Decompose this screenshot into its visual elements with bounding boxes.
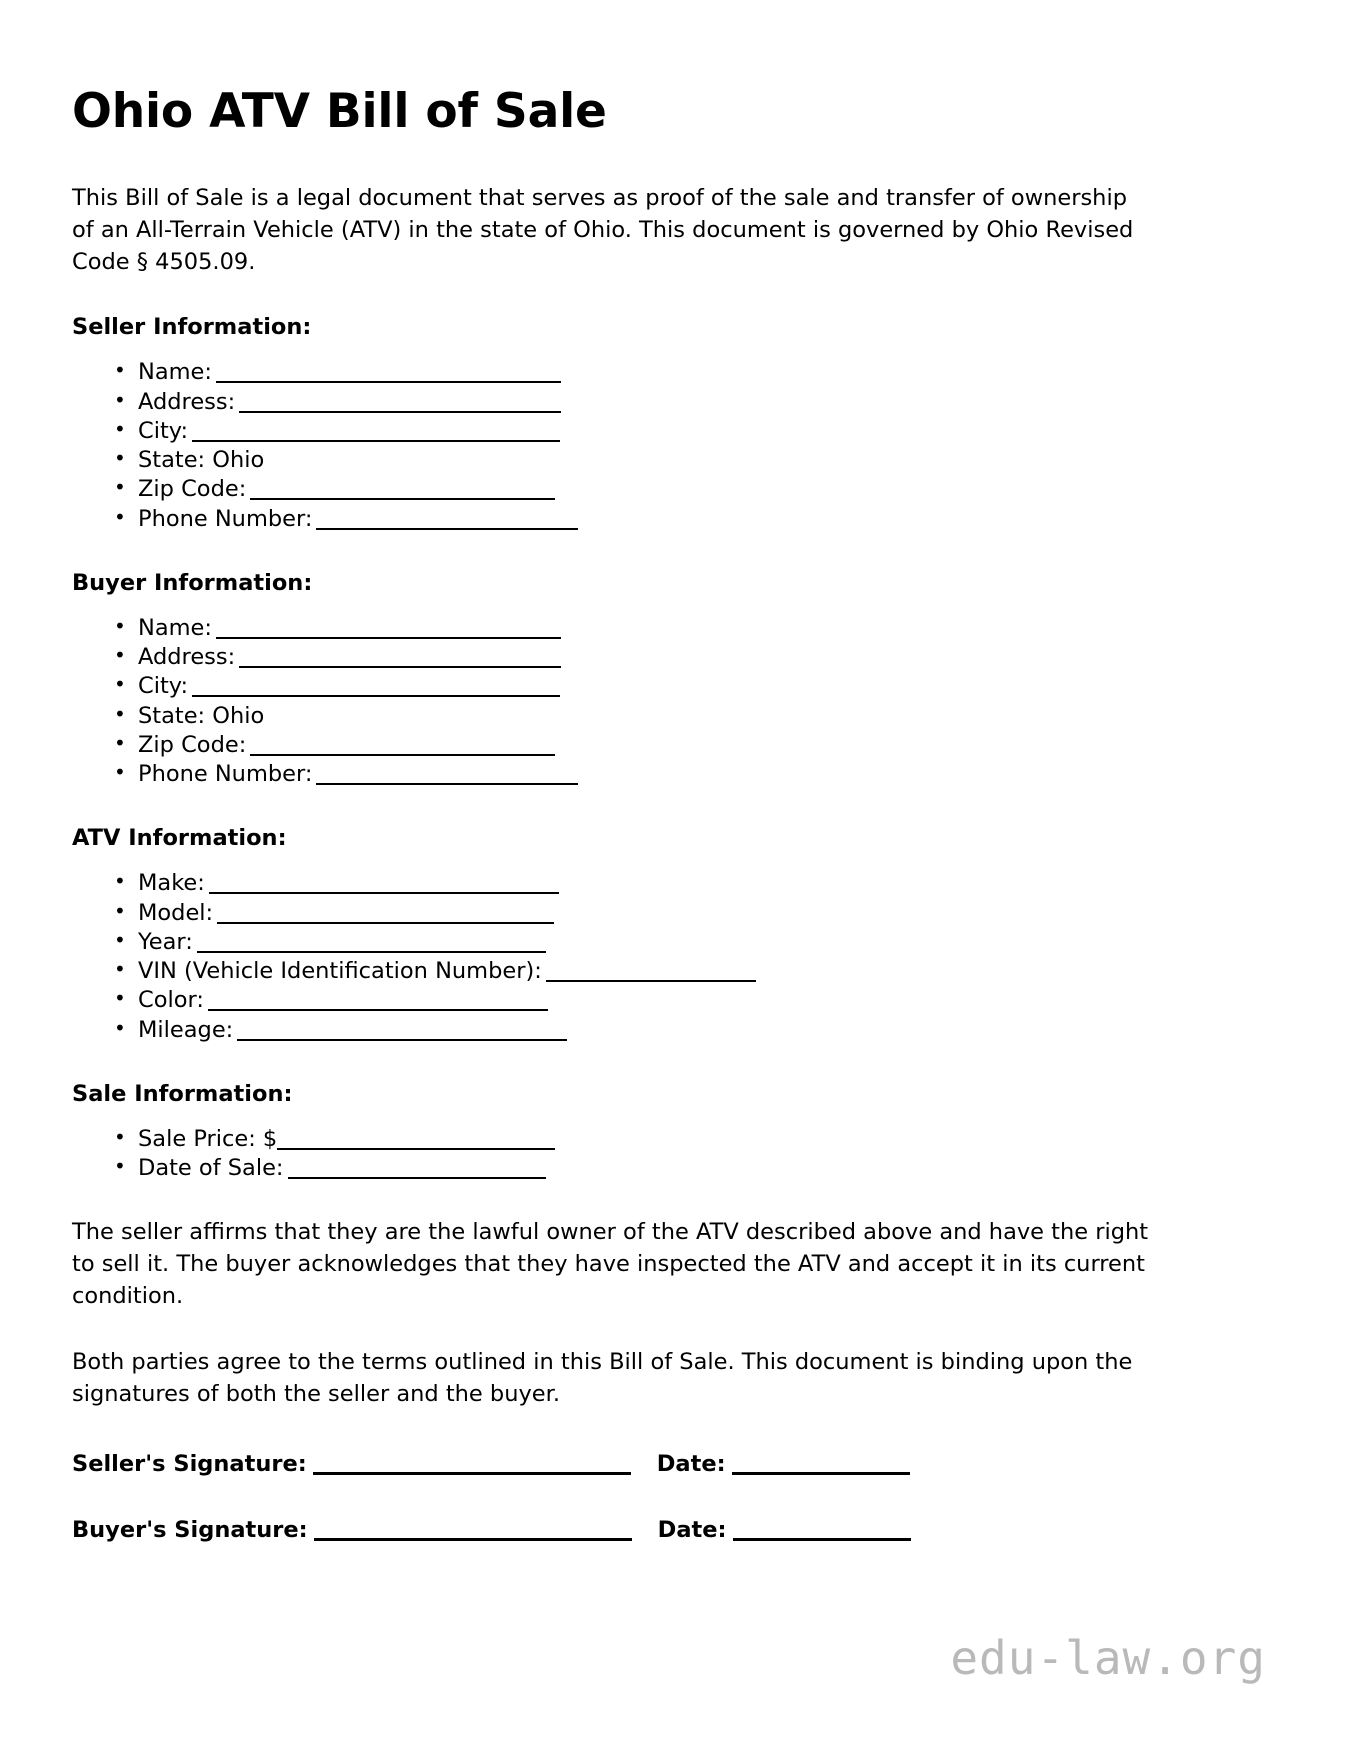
field-blank-line[interactable] — [217, 906, 554, 924]
field-label: Address: — [138, 388, 236, 415]
field-label: Sale Price: $ — [138, 1125, 278, 1152]
field-label: Mileage: — [138, 1016, 234, 1043]
buyer-information-heading: Buyer Information: — [72, 569, 313, 596]
field-row — [112, 869, 1262, 898]
intro-paragraph: This Bill of Sale is a legal document that serves as proof of the sale and transfer of ownership of an All-Terrain Vehicle (ATV) in the state of Ohio. This document is governed by Ohio Revised Code § 4505.09. — [72, 184, 1134, 275]
buyer-signature-row — [72, 1517, 1262, 1543]
field-blank-line[interactable] — [250, 482, 555, 500]
field-row — [112, 986, 1262, 1015]
field-blank-line[interactable] — [209, 876, 559, 894]
field-blank-line[interactable] — [237, 1023, 567, 1041]
field-value: Ohio — [205, 447, 265, 474]
seller-signature-blank[interactable] — [313, 1456, 631, 1475]
field-label: Date of Sale: — [138, 1155, 284, 1182]
field-label: Color: — [138, 987, 204, 1014]
field-blank-line[interactable] — [239, 395, 561, 413]
field-blank-line[interactable] — [216, 365, 561, 383]
site-watermark: edu-law.org — [950, 1631, 1266, 1685]
field-label: Model: — [138, 899, 214, 926]
field-blank-line[interactable] — [192, 424, 560, 442]
field-label: Name: — [138, 359, 212, 386]
seller-signature-row — [72, 1451, 1262, 1477]
atv-fields-list — [72, 869, 1262, 1045]
field-label: Zip Code: — [138, 476, 247, 503]
field-row — [112, 1016, 1262, 1045]
field-row — [112, 731, 1262, 760]
field-row — [112, 417, 1262, 446]
field-blank-line[interactable] — [216, 621, 561, 639]
field-blank-line[interactable] — [208, 993, 548, 1011]
affirmation-paragraph: The seller affirms that they are the lawful owner of the ATV described above and have the right to sell it. The buyer acknowledges that they have inspected the ATV and accept it in its current condition. — [72, 1219, 1149, 1310]
field-label: Year: — [138, 928, 193, 955]
agreement-paragraph: Both parties agree to the terms outlined in this Bill of Sale. This document is binding upon the signatures of both the seller and the buyer. — [72, 1349, 1133, 1408]
field-row — [112, 957, 1262, 986]
field-label: City: — [138, 417, 189, 444]
field-blank-line[interactable] — [316, 512, 578, 530]
field-blank-line[interactable] — [239, 650, 561, 668]
seller-information-heading: Seller Information: — [72, 314, 312, 341]
field-row — [112, 672, 1262, 701]
field-label: State: — [138, 702, 206, 729]
field-label: Phone Number: — [138, 505, 313, 532]
field-label: VIN (Vehicle Identification Number): — [138, 958, 542, 985]
field-label: Address: — [138, 644, 236, 671]
field-label: Name: — [138, 614, 212, 641]
sale-fields-list — [72, 1125, 1262, 1184]
field-row — [112, 928, 1262, 957]
field-row — [112, 702, 1262, 731]
field-row — [112, 388, 1262, 417]
field-value: Ohio — [205, 702, 265, 729]
buyer-date-blank[interactable] — [733, 1522, 911, 1541]
field-label: Zip Code: — [138, 731, 247, 758]
buyer-signature-label: Buyer's Signature: — [72, 1517, 308, 1544]
field-row — [112, 446, 1262, 475]
buyer-fields-list — [72, 614, 1262, 790]
field-label: City: — [138, 673, 189, 700]
seller-signature-label: Seller's Signature: — [72, 1451, 307, 1478]
field-blank-line[interactable] — [250, 738, 555, 756]
seller-date-label: Date: — [656, 1451, 726, 1478]
field-label: Make: — [138, 870, 205, 897]
sale-information-heading: Sale Information: — [72, 1080, 293, 1107]
field-blank-line[interactable] — [192, 679, 560, 697]
seller-date-blank[interactable] — [732, 1456, 910, 1475]
seller-fields-list — [72, 358, 1262, 534]
field-row — [112, 643, 1262, 672]
field-blank-line[interactable] — [316, 767, 578, 785]
field-row — [112, 760, 1262, 789]
buyer-signature-blank[interactable] — [314, 1522, 632, 1541]
field-blank-line[interactable] — [197, 935, 546, 953]
field-row — [112, 614, 1262, 643]
page-title: Ohio ATV Bill of Sale — [72, 84, 607, 139]
field-row — [112, 475, 1262, 504]
atv-information-heading: ATV Information: — [72, 825, 287, 852]
field-row — [112, 899, 1262, 928]
field-label: Phone Number: — [138, 761, 313, 788]
field-row — [112, 505, 1262, 534]
buyer-date-label: Date: — [657, 1517, 727, 1544]
field-blank-line[interactable] — [277, 1132, 555, 1150]
field-row — [112, 1125, 1262, 1154]
field-row — [112, 1154, 1262, 1183]
field-row — [112, 358, 1262, 387]
field-label: State: — [138, 447, 206, 474]
field-blank-line[interactable] — [288, 1161, 546, 1179]
field-blank-line[interactable] — [546, 964, 756, 982]
